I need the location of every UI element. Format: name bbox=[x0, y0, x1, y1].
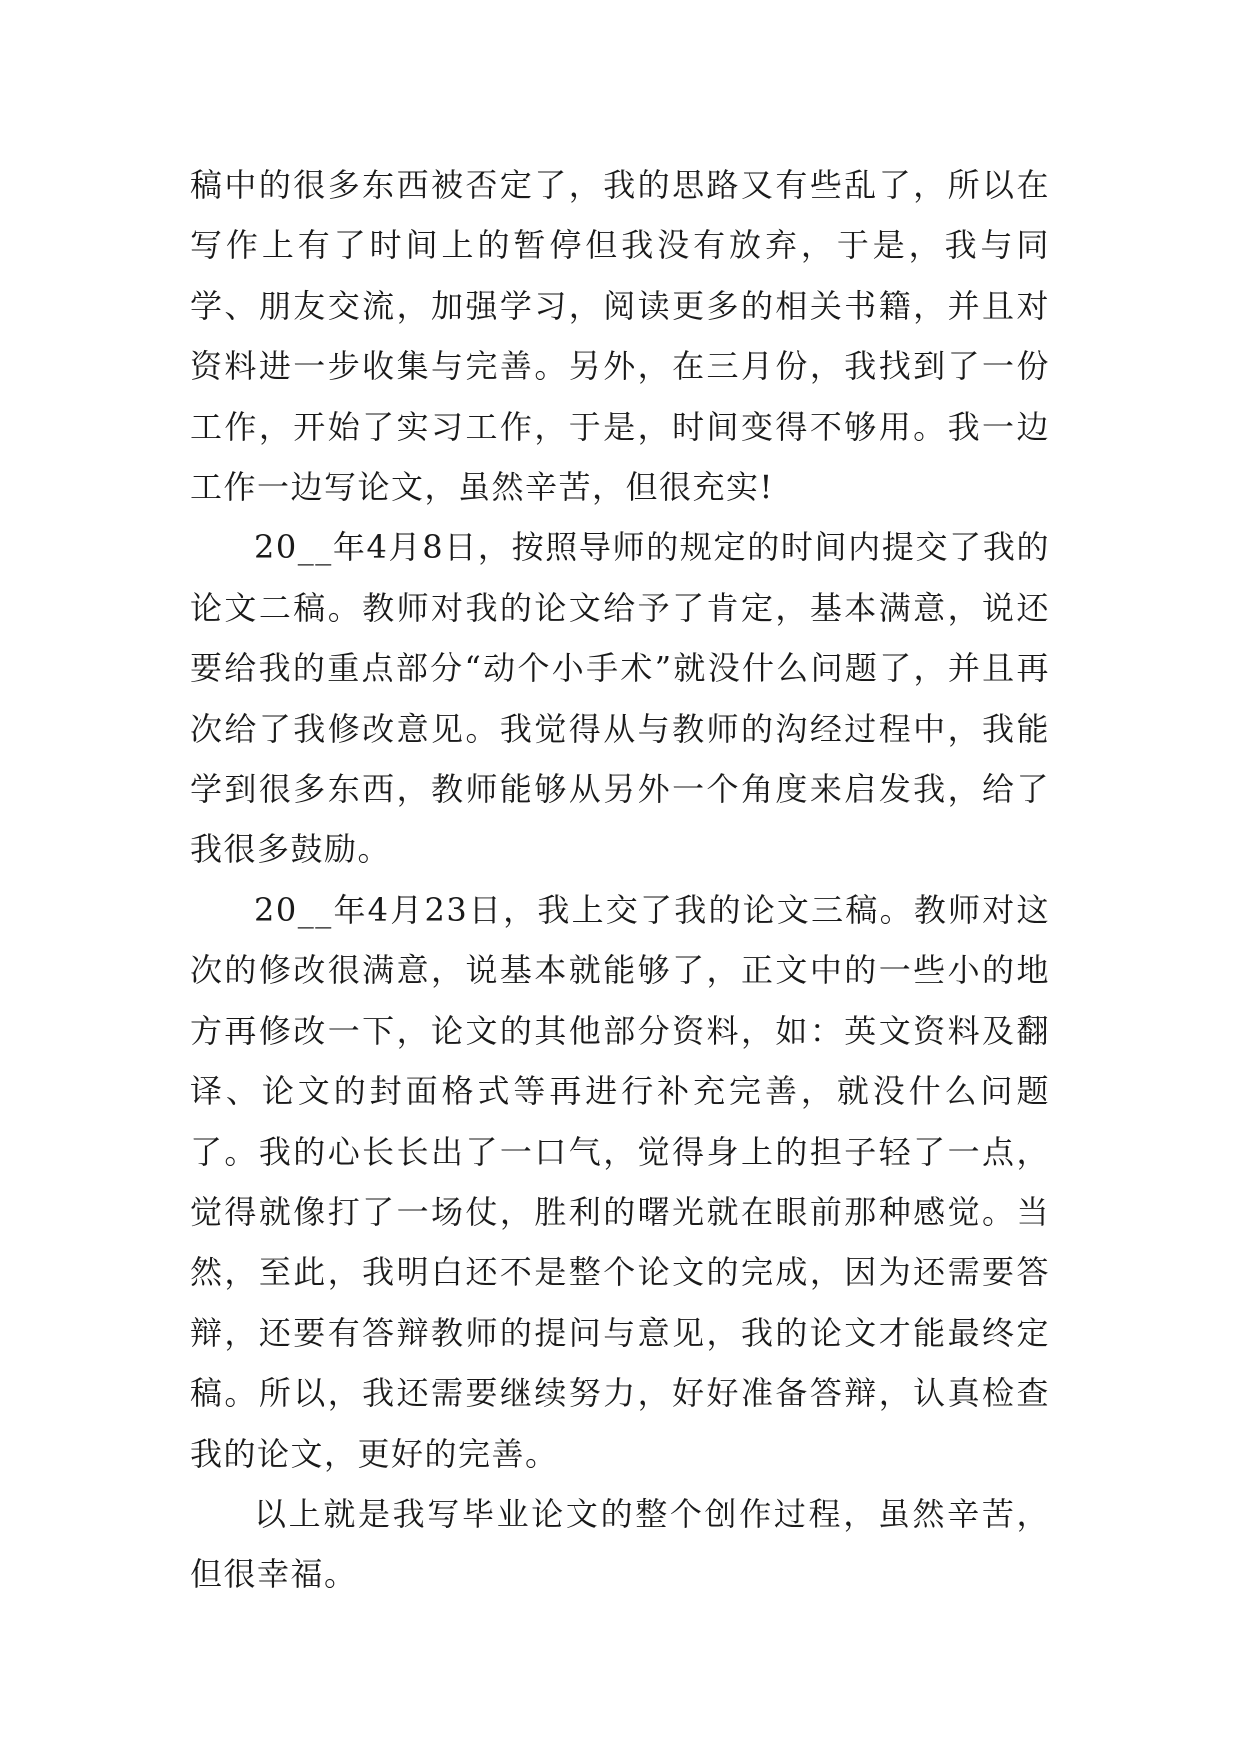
paragraph-3: 20__年4月23日，我上交了我的论文三稿。教师对这次的修改很满意，说基本就能够了，正文中的一些小的地方再修改一下，论文的其他部分资料，如：英文资料及翻译、论文的封面格式等再进行补充完善，就没什么问题了。我的心长长出了一口气，觉得身上的担子轻了一点，觉得就像打了一场仗，胜利的曙光就在眼前那种感觉。当然，至此，我明白还不是整个论文的完成，因为还需要答辩，还要有答辩教师的提问与意见，我的论文才能最终定稿。所以，我还需要继续努力，好好准备答辩，认真检查我的论文，更好的完善。 bbox=[190, 890, 1050, 1473]
paragraph-4: 以上就是我写毕业论文的整个创作过程，虽然辛苦，但很幸福。 bbox=[190, 1494, 1050, 1594]
paragraph-2: 20__年4月8日，按照导师的规定的时间内提交了我的论文二稿。教师对我的论文给予了肯定，基本满意，说还要给我的重点部分“动个小手术”就没什么问题了，并且再次给了我修改意见。我觉得从与教师的沟经过程中，我能学到很多东西，教师能够从另外一个角度来启发我，给了我很多鼓励。 bbox=[190, 528, 1050, 869]
paragraph-1: 稿中的很多东西被否定了，我的思路又有些乱了，所以在写作上有了时间上的暂停但我没有放弃，于是，我与同学、朋友交流，加强学习，阅读更多的相关书籍，并且对资料进一步收集与完善。另外，在三月份，我找到了一份工作，开始了实习工作，于是，时间变得不够用。我一边工作一边写论文，虽然辛苦，但很充实! bbox=[190, 166, 1050, 507]
body-text bbox=[190, 155, 1050, 1605]
